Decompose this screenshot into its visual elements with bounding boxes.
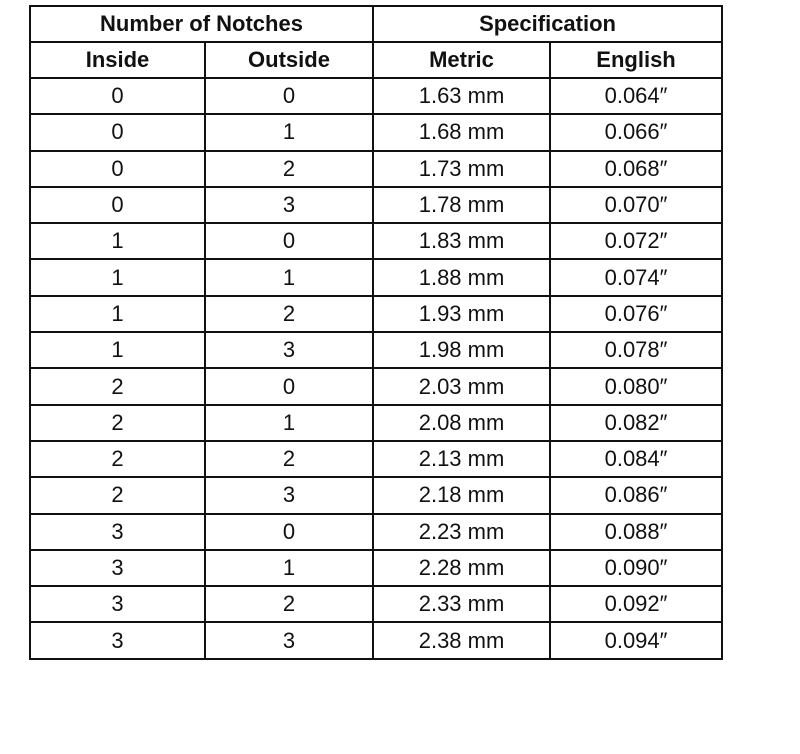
cell-english: 0.084″ [550, 441, 722, 477]
cell-outside: 1 [205, 259, 373, 295]
cell-outside: 0 [205, 78, 373, 114]
table-row [30, 622, 722, 658]
table-row [30, 78, 722, 114]
table-body [30, 78, 722, 659]
cell-metric: 2.18 mm [373, 477, 550, 513]
cell-outside: 2 [205, 151, 373, 187]
cell-inside: 3 [30, 622, 205, 658]
header-number-of-notches: Number of Notches [30, 6, 373, 42]
header-english: English [550, 42, 722, 78]
cell-outside: 2 [205, 296, 373, 332]
cell-metric: 2.23 mm [373, 514, 550, 550]
cell-inside: 1 [30, 259, 205, 295]
cell-inside: 0 [30, 187, 205, 223]
cell-outside: 0 [205, 514, 373, 550]
cell-metric: 2.28 mm [373, 550, 550, 586]
table-row [30, 586, 722, 622]
cell-outside: 3 [205, 332, 373, 368]
cell-english: 0.094″ [550, 622, 722, 658]
cell-inside: 2 [30, 477, 205, 513]
table-row [30, 514, 722, 550]
cell-english: 0.082″ [550, 405, 722, 441]
cell-inside: 0 [30, 78, 205, 114]
table-row [30, 405, 722, 441]
cell-outside: 2 [205, 441, 373, 477]
cell-inside: 3 [30, 586, 205, 622]
table-row [30, 259, 722, 295]
cell-outside: 0 [205, 223, 373, 259]
cell-inside: 2 [30, 405, 205, 441]
cell-english: 0.068″ [550, 151, 722, 187]
cell-inside: 3 [30, 514, 205, 550]
table-row [30, 151, 722, 187]
cell-outside: 3 [205, 477, 373, 513]
header-inside: Inside [30, 42, 205, 78]
group-header-row [30, 6, 722, 42]
table-row [30, 187, 722, 223]
table-row [30, 223, 722, 259]
cell-english: 0.078″ [550, 332, 722, 368]
table-row [30, 114, 722, 150]
table-row [30, 477, 722, 513]
notch-specification-table [29, 5, 723, 660]
cell-metric: 2.38 mm [373, 622, 550, 658]
header-specification: Specification [373, 6, 722, 42]
table-row [30, 332, 722, 368]
table-row [30, 368, 722, 404]
cell-english: 0.072″ [550, 223, 722, 259]
cell-english: 0.070″ [550, 187, 722, 223]
column-header-row [30, 42, 722, 78]
cell-english: 0.088″ [550, 514, 722, 550]
cell-metric: 1.78 mm [373, 187, 550, 223]
cell-english: 0.086″ [550, 477, 722, 513]
cell-outside: 3 [205, 187, 373, 223]
cell-inside: 1 [30, 296, 205, 332]
header-metric: Metric [373, 42, 550, 78]
cell-inside: 1 [30, 332, 205, 368]
header-outside: Outside [205, 42, 373, 78]
cell-metric: 1.93 mm [373, 296, 550, 332]
cell-metric: 2.08 mm [373, 405, 550, 441]
cell-inside: 2 [30, 441, 205, 477]
table-row [30, 441, 722, 477]
cell-metric: 1.63 mm [373, 78, 550, 114]
cell-inside: 2 [30, 368, 205, 404]
table-row [30, 550, 722, 586]
cell-metric: 1.68 mm [373, 114, 550, 150]
cell-metric: 1.73 mm [373, 151, 550, 187]
cell-outside: 1 [205, 114, 373, 150]
cell-english: 0.080″ [550, 368, 722, 404]
cell-metric: 2.13 mm [373, 441, 550, 477]
cell-metric: 1.98 mm [373, 332, 550, 368]
cell-metric: 1.88 mm [373, 259, 550, 295]
cell-inside: 3 [30, 550, 205, 586]
cell-metric: 2.03 mm [373, 368, 550, 404]
cell-outside: 0 [205, 368, 373, 404]
cell-inside: 1 [30, 223, 205, 259]
cell-inside: 0 [30, 151, 205, 187]
cell-english: 0.064″ [550, 78, 722, 114]
cell-metric: 2.33 mm [373, 586, 550, 622]
cell-metric: 1.83 mm [373, 223, 550, 259]
cell-english: 0.076″ [550, 296, 722, 332]
cell-english: 0.074″ [550, 259, 722, 295]
cell-english: 0.066″ [550, 114, 722, 150]
cell-outside: 3 [205, 622, 373, 658]
cell-inside: 0 [30, 114, 205, 150]
cell-english: 0.090″ [550, 550, 722, 586]
table-row [30, 296, 722, 332]
cell-outside: 1 [205, 550, 373, 586]
cell-outside: 2 [205, 586, 373, 622]
cell-english: 0.092″ [550, 586, 722, 622]
cell-outside: 1 [205, 405, 373, 441]
